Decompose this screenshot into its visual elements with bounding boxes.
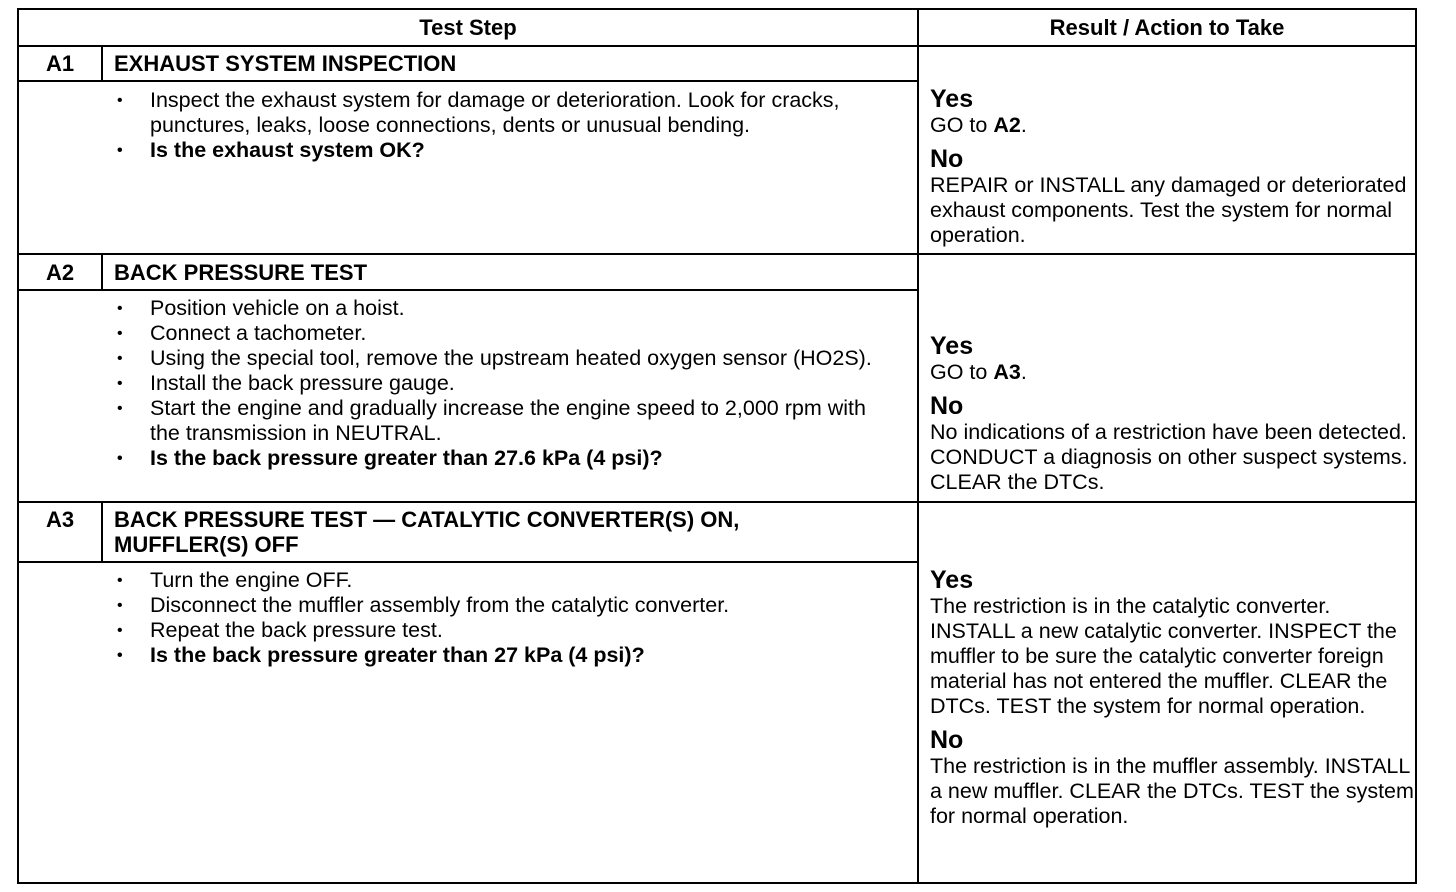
yes-label: Yes	[930, 85, 974, 113]
yes-label: Yes	[930, 332, 974, 360]
row-a1-id-divider	[101, 47, 103, 80]
no-label: No	[930, 726, 964, 754]
step-item: • Inspect the exhaust system for damage or deterioration. Look for cracks, punctures, leaks, loose connections, dents or unusual bending.	[111, 88, 901, 138]
no-action: REPAIR or INSTALL any damaged or deteriorated exhaust components. Test the system for normal operation.	[930, 173, 1407, 247]
yes-action: GO to A2.	[930, 113, 1027, 137]
header-result: Result / Action to Take	[1049, 15, 1285, 40]
step-reference: A2	[993, 113, 1021, 137]
step-title: BACK PRESSURE TEST	[114, 260, 368, 285]
no-action: No indications of a restriction have been detected. CONDUCT a diagnosis on other suspect systems. CLEAR the DTCs.	[930, 420, 1408, 494]
step-id: A2	[45, 260, 75, 285]
row-a2-bottom-divider	[19, 501, 1415, 503]
step-question: • Is the back pressure greater than 27.6 kPa (4 psi)?	[111, 446, 901, 471]
column-divider	[917, 10, 919, 882]
step-item: • Position vehicle on a hoist.	[111, 296, 901, 321]
row-a3-id-divider	[101, 503, 103, 561]
row-a3-title-divider	[19, 561, 917, 563]
step-item: • Disconnect the muffler assembly from the catalytic converter.	[111, 593, 901, 618]
result-cell	[930, 567, 1416, 829]
row-a1-title-divider	[19, 80, 917, 82]
step-id: A3	[45, 507, 75, 532]
step-list	[111, 296, 901, 471]
step-title: BACK PRESSURE TEST — CATALYTIC CONVERTER(S) ON, MUFFLER(S) OFF	[114, 507, 740, 557]
step-list	[111, 568, 901, 668]
no-label: No	[930, 145, 964, 173]
step-item: • Connect a tachometer.	[111, 321, 901, 346]
header-test-step: Test Step	[419, 15, 517, 40]
step-list	[111, 88, 901, 163]
step-item: • Using the special tool, remove the upstream heated oxygen sensor (HO2S).	[111, 346, 901, 371]
no-label: No	[930, 392, 964, 420]
result-cell	[930, 86, 1416, 248]
step-question: • Is the exhaust system OK?	[111, 138, 901, 163]
yes-action: GO to A3.	[930, 360, 1027, 384]
step-id: A1	[45, 51, 75, 76]
row-a1-bottom-divider	[19, 253, 1415, 255]
result-cell	[930, 333, 1416, 495]
diagnostic-table	[17, 8, 1417, 884]
header-divider	[19, 45, 1415, 47]
step-item: • Install the back pressure gauge.	[111, 371, 901, 396]
row-a2-id-divider	[101, 255, 103, 289]
row-a2-title-divider	[19, 289, 917, 291]
step-item: • Repeat the back pressure test.	[111, 618, 901, 643]
step-reference: A3	[993, 360, 1021, 384]
no-action: The restriction is in the muffler assembly. INSTALL a new muffler. CLEAR the DTCs. TEST the system for normal operation.	[930, 754, 1414, 828]
yes-action: The restriction is in the catalytic converter. INSTALL a new catalytic converter. INSPECT the muffler to be sure the catalytic converter foreign material has not entered the muffler. CLEAR the DTCs. TEST the system for normal operation.	[930, 594, 1397, 718]
step-item: • Turn the engine OFF.	[111, 568, 901, 593]
step-item: • Start the engine and gradually increase the engine speed to 2,000 rpm with the transmission in NEUTRAL.	[111, 396, 901, 446]
step-title: EXHAUST SYSTEM INSPECTION	[114, 51, 457, 76]
yes-label: Yes	[930, 566, 974, 594]
step-question: • Is the back pressure greater than 27 kPa (4 psi)?	[111, 643, 901, 668]
